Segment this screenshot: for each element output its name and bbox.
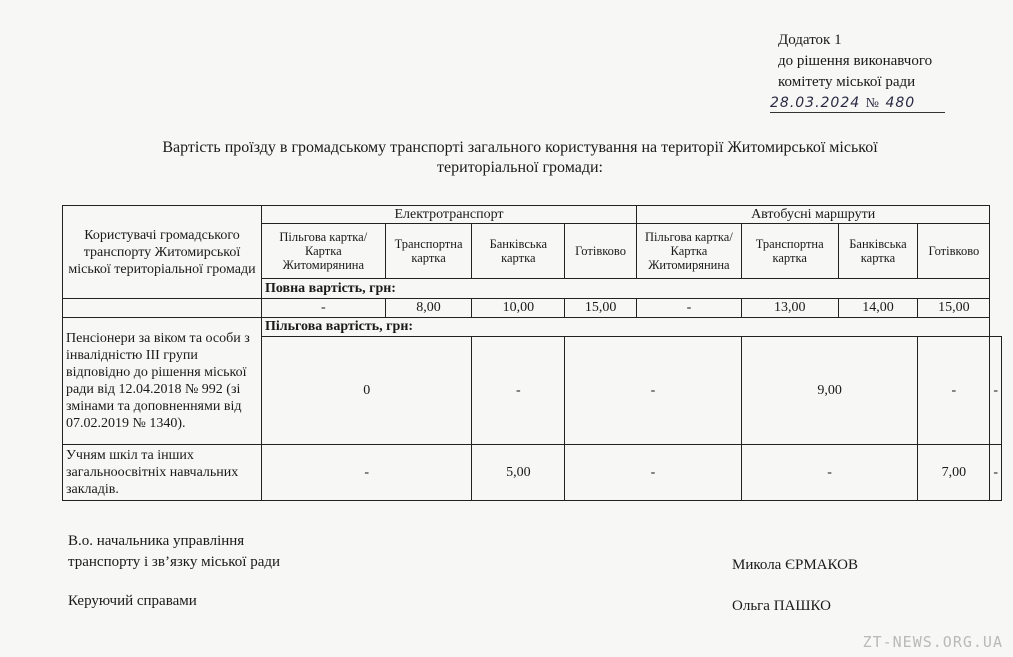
discount-value-cell: - xyxy=(918,337,990,445)
decision-date: 28.03.2024 xyxy=(770,95,861,111)
annex-line-2: до рішення виконавчого xyxy=(778,53,933,69)
annex-line-1: Додаток 1 xyxy=(778,32,842,48)
users-header: Користувачі громадського транспорту Житомирської міської територіальної громади xyxy=(63,206,262,299)
title-line-1: Вартість проїзду в громадському транспорті загального користування на території Житомирської міської xyxy=(162,139,878,156)
full-value-cell: 14,00 xyxy=(838,299,918,318)
discount-price-label: Пільгова вартість, грн: xyxy=(262,318,990,337)
discount-value-cell: - xyxy=(565,445,742,501)
full-value-cell: 13,00 xyxy=(741,299,838,318)
signatory-2-position: Керуючий справами xyxy=(68,593,197,609)
full-value-cell: - xyxy=(262,299,386,318)
signatory-1-name: Микола ЄРМАКОВ xyxy=(732,557,858,573)
fares-table xyxy=(62,205,1002,501)
full-value-cell: 15,00 xyxy=(565,299,637,318)
annex-line-3: комітету міської ради xyxy=(778,74,916,90)
full-value-cell: 8,00 xyxy=(385,299,472,318)
signatory-1-position-line-1: В.о. начальника управління xyxy=(68,533,245,549)
discount-value-cell: - xyxy=(472,337,565,445)
user-row-students: Учням шкіл та інших загальноосвітніх навчальних закладів. xyxy=(63,445,262,501)
discount-value-cell: - xyxy=(741,445,918,501)
full-value-cell: - xyxy=(637,299,742,318)
decision-number: 480 xyxy=(885,95,916,111)
col-electro-cash: Готівково xyxy=(565,224,637,279)
full-price-spacer xyxy=(63,299,262,318)
col-bus-pilgova: Пільгова картка/Картка Житомирянина xyxy=(637,224,742,279)
discount-value-cell: - xyxy=(565,337,742,445)
user-row-pensioners: Пенсіонери за віком та особи з інвалідністю ІІІ групи відповідно до рішення міської ради від 12.04.2018 № 992 (зі змінами та доповненнями від 07.02.2019 № 1340). xyxy=(63,318,262,445)
discount-value-cell: - xyxy=(990,337,1002,445)
discount-value-cell: - xyxy=(990,445,1002,501)
col-bus-cash: Готівково xyxy=(918,224,990,279)
title-line-2: територіальної громади: xyxy=(437,159,603,176)
col-bus-transport-card: Транспортна картка xyxy=(741,224,838,279)
annex-block xyxy=(770,30,945,113)
decision-number-label: № xyxy=(865,96,880,111)
signatory-2-name: Ольга ПАШКО xyxy=(732,598,831,614)
group-electro: Електротранспорт xyxy=(262,206,637,224)
full-value-cell: 15,00 xyxy=(918,299,990,318)
full-price-label: Повна вартість, грн: xyxy=(262,279,990,299)
document-title xyxy=(60,138,980,178)
signatory-1-position-line-2: транспорту і зв’язку міської ради xyxy=(68,554,281,570)
col-electro-bank-card: Банківська картка xyxy=(472,224,565,279)
discount-value-cell: - xyxy=(262,445,472,501)
watermark-logo: ZT-NEWS.ORG.UA xyxy=(862,633,1003,651)
col-electro-transport-card: Транспортна картка xyxy=(385,224,472,279)
discount-value-cell: 9,00 xyxy=(741,337,918,445)
col-bus-bank-card: Банківська картка xyxy=(838,224,918,279)
signatory-1-position xyxy=(68,531,280,573)
col-electro-pilgova: Пільгова картка/Картка Житомирянина xyxy=(262,224,386,279)
full-value-cell: 10,00 xyxy=(472,299,565,318)
group-bus: Автобусні маршрути xyxy=(637,206,990,224)
discount-value-cell: 7,00 xyxy=(918,445,990,501)
discount-value-cell: 0 xyxy=(262,337,472,445)
discount-value-cell: 5,00 xyxy=(472,445,565,501)
decision-date-number xyxy=(770,95,945,113)
